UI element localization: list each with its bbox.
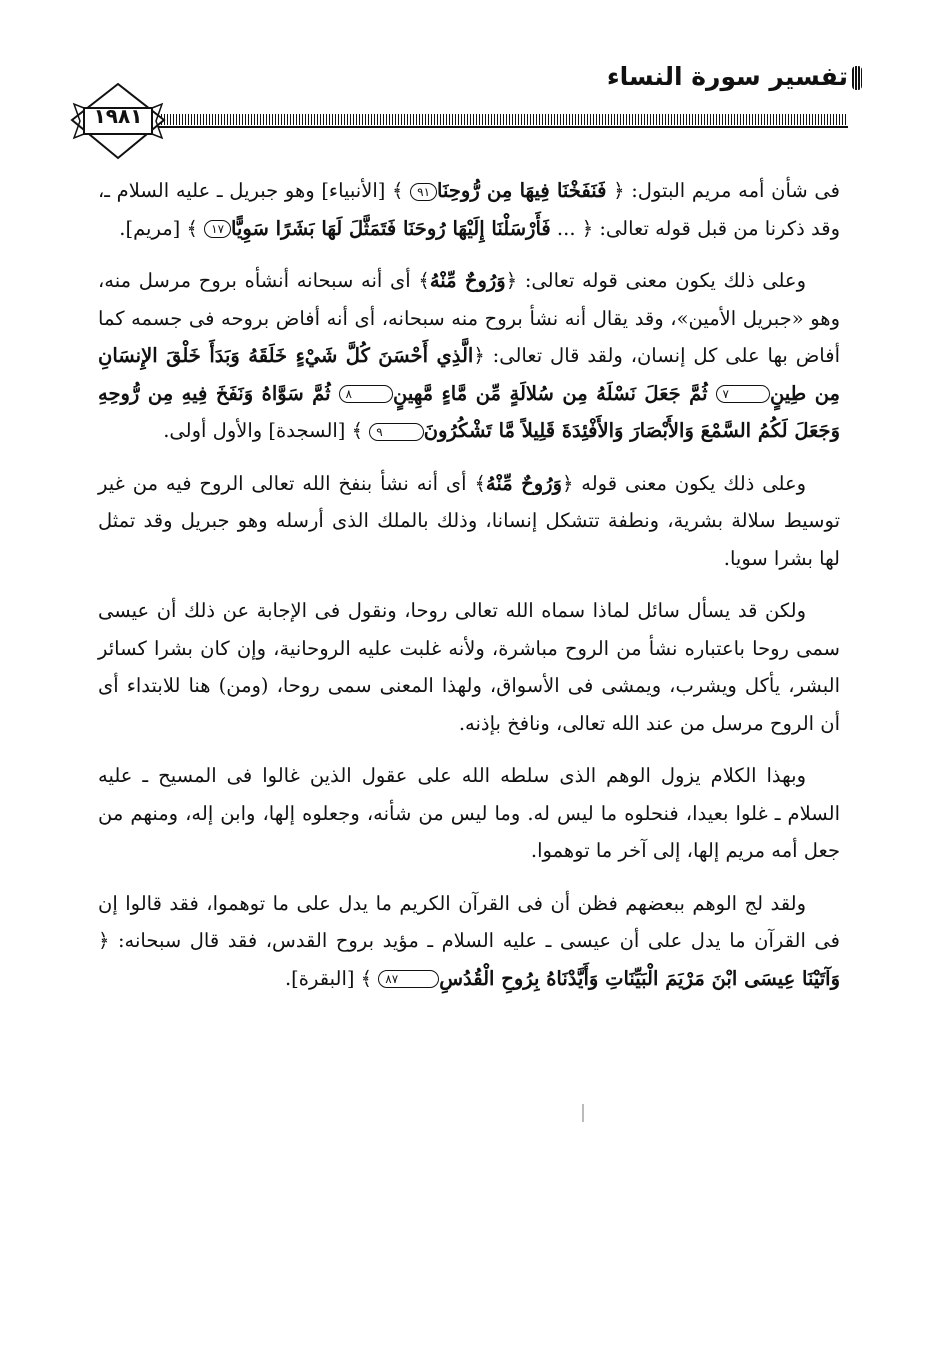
paragraph [98, 592, 840, 742]
verse-number: ٨ [339, 385, 393, 403]
body-text-run: ﴾ [السجدة] والأول أولى. [163, 419, 370, 442]
body-text-run: ﴾ [مريم]. [119, 216, 205, 240]
running-header-title: تفسير سورة النساء [606, 62, 848, 91]
verse-number: ١٧ [204, 220, 231, 238]
body-text-run: ولكن قد يسأل سائل لماذا سماه الله تعالى روحا، ونقول فى الإجابة عن ذلك أن عيسى سمى روحا باعتباره نشأ من الروح مباشرة، ولأنه غلبت عليه الروحانية، وإن كان بشرا كسائر البشر، يأكل ويشرب، ويمشى فى الأسواق، ولهذا المعنى سمى روحا، (ومن) هنا للابتداء أى أن الروح مرسل من عند الله تعالى، ونافخ بإذنه. [98, 599, 840, 735]
body-text-run [331, 382, 339, 405]
page-number-badge [70, 82, 166, 160]
body-text-run: ﴾ [البقرة]. [284, 966, 379, 990]
verse-number: ٨٧ [378, 970, 439, 988]
body-text-run: ﴾ أى أنه سبحانه أنشأه بروح مرسل منه، وهو «جبريل الأمين»، وقد يقال أنه نشأ بروح منه سبحانه، أى أنه أفاض بروحه فى جسمه كما أفاض بها على كل إنسان، ولقد قال تعالى: ﴿ [98, 269, 840, 367]
paragraph [98, 172, 840, 247]
body-text-run: وبهذا الكلام يزول الوهم الذى سلطه الله على عقول الذين غالوا فى المسيح ـ عليه السلام ـ غلوا بعيدا، فنحلوه ما ليس له. وما ليس من شأنه، وجعلوه إلها، وابن إله، ومنهم من جعل أمه مريم إلها، إلى آخر ما توهموا. [98, 764, 840, 862]
quran-quote: ثُمَّ سَوَّاهُ وَنَفَخَ فِيهِ مِن رُّوحِهِ وَجَعَلَ لَكُمُ السَّمْعَ وَالأَبْصَارَ وَالأَفْئِدَةَ قَلِيلاً مَّا تَشْكُرُونَ [98, 381, 840, 442]
body-text [98, 172, 840, 1012]
body-text-run: وعلى ذلك يكون معنى قوله ﴿ [561, 471, 806, 495]
body-text-run: ولقد لج الوهم ببعضهم فظن أن فى القرآن الكريم ما يدل على ما توهموا، فقد قالوا إن فى القرآن ما يدل على أن عيسى ـ عليه السلام ـ مؤيد بروح القدس، فقد قال سبحانه: ﴿ [98, 891, 840, 952]
quran-quote: وَآتَيْنَا عِيسَى ابْنَ مَرْيَمَ الْبَيِّنَاتِ وَأَيَّدْنَاهُ بِرُوحِ الْقُدُسِ [439, 966, 840, 990]
quran-quote: وَرُوحٌ مِّنْهُ [429, 269, 506, 292]
paragraph [98, 757, 840, 870]
page-number: ١٩٨١ [93, 104, 143, 128]
header-ornament-icon [852, 66, 862, 90]
paragraph [98, 262, 840, 450]
scan-mark [582, 1104, 584, 1122]
quran-quote: فَنَفَخْنَا فِيهَا مِن رُّوحِنَا [437, 179, 607, 202]
verse-number: ٩١ [410, 183, 437, 201]
header-rule-line [158, 126, 848, 128]
paragraph [98, 465, 840, 578]
verse-number: ٧ [716, 385, 770, 403]
body-text-run: ﴾ [الأنبياء] وهو جبريل ـ عليه السلام ـ، وقد ذكرنا من قبل قوله تعالى: ﴿ ... [98, 179, 840, 240]
body-text-run [708, 382, 716, 405]
quran-quote: فَأَرْسَلْنَا إِلَيْهَا رُوحَنَا فَتَمَثَّلَ لَهَا بَشَرًا سَوِيًّا [231, 216, 551, 240]
quran-quote: الَّذِي أَحْسَنَ كُلَّ شَيْءٍ خَلَقَهُ وَبَدَأَ خَلْقَ الإِنسَانِ مِن طِينٍ [98, 344, 841, 405]
body-text-run: ﴾ أى أنه نشأ بنفخ الله تعالى الروح فيه من غير توسيط سلالة بشرية، ونطفة تتشكل إنسانا، وذلك بالملك الذى أرسله وهو جبريل وقد تمثل لها بشرا سويا. [98, 471, 840, 570]
quran-quote: وَرُوحٌ مِّنْهُ [485, 471, 562, 495]
body-text-run: وعلى ذلك يكون معنى قوله تعالى: ﴿ [505, 269, 806, 292]
quran-quote: ثُمَّ جَعَلَ نَسْلَهُ مِن سُلالَةٍ مِّن مَّاءٍ مَّهِينٍ [392, 381, 708, 405]
paragraph [98, 885, 840, 998]
header-rule [158, 114, 848, 125]
verse-number: ٩ [369, 423, 423, 441]
body-text-run: فى شأن أمه مريم البتول: ﴿ [606, 179, 840, 202]
